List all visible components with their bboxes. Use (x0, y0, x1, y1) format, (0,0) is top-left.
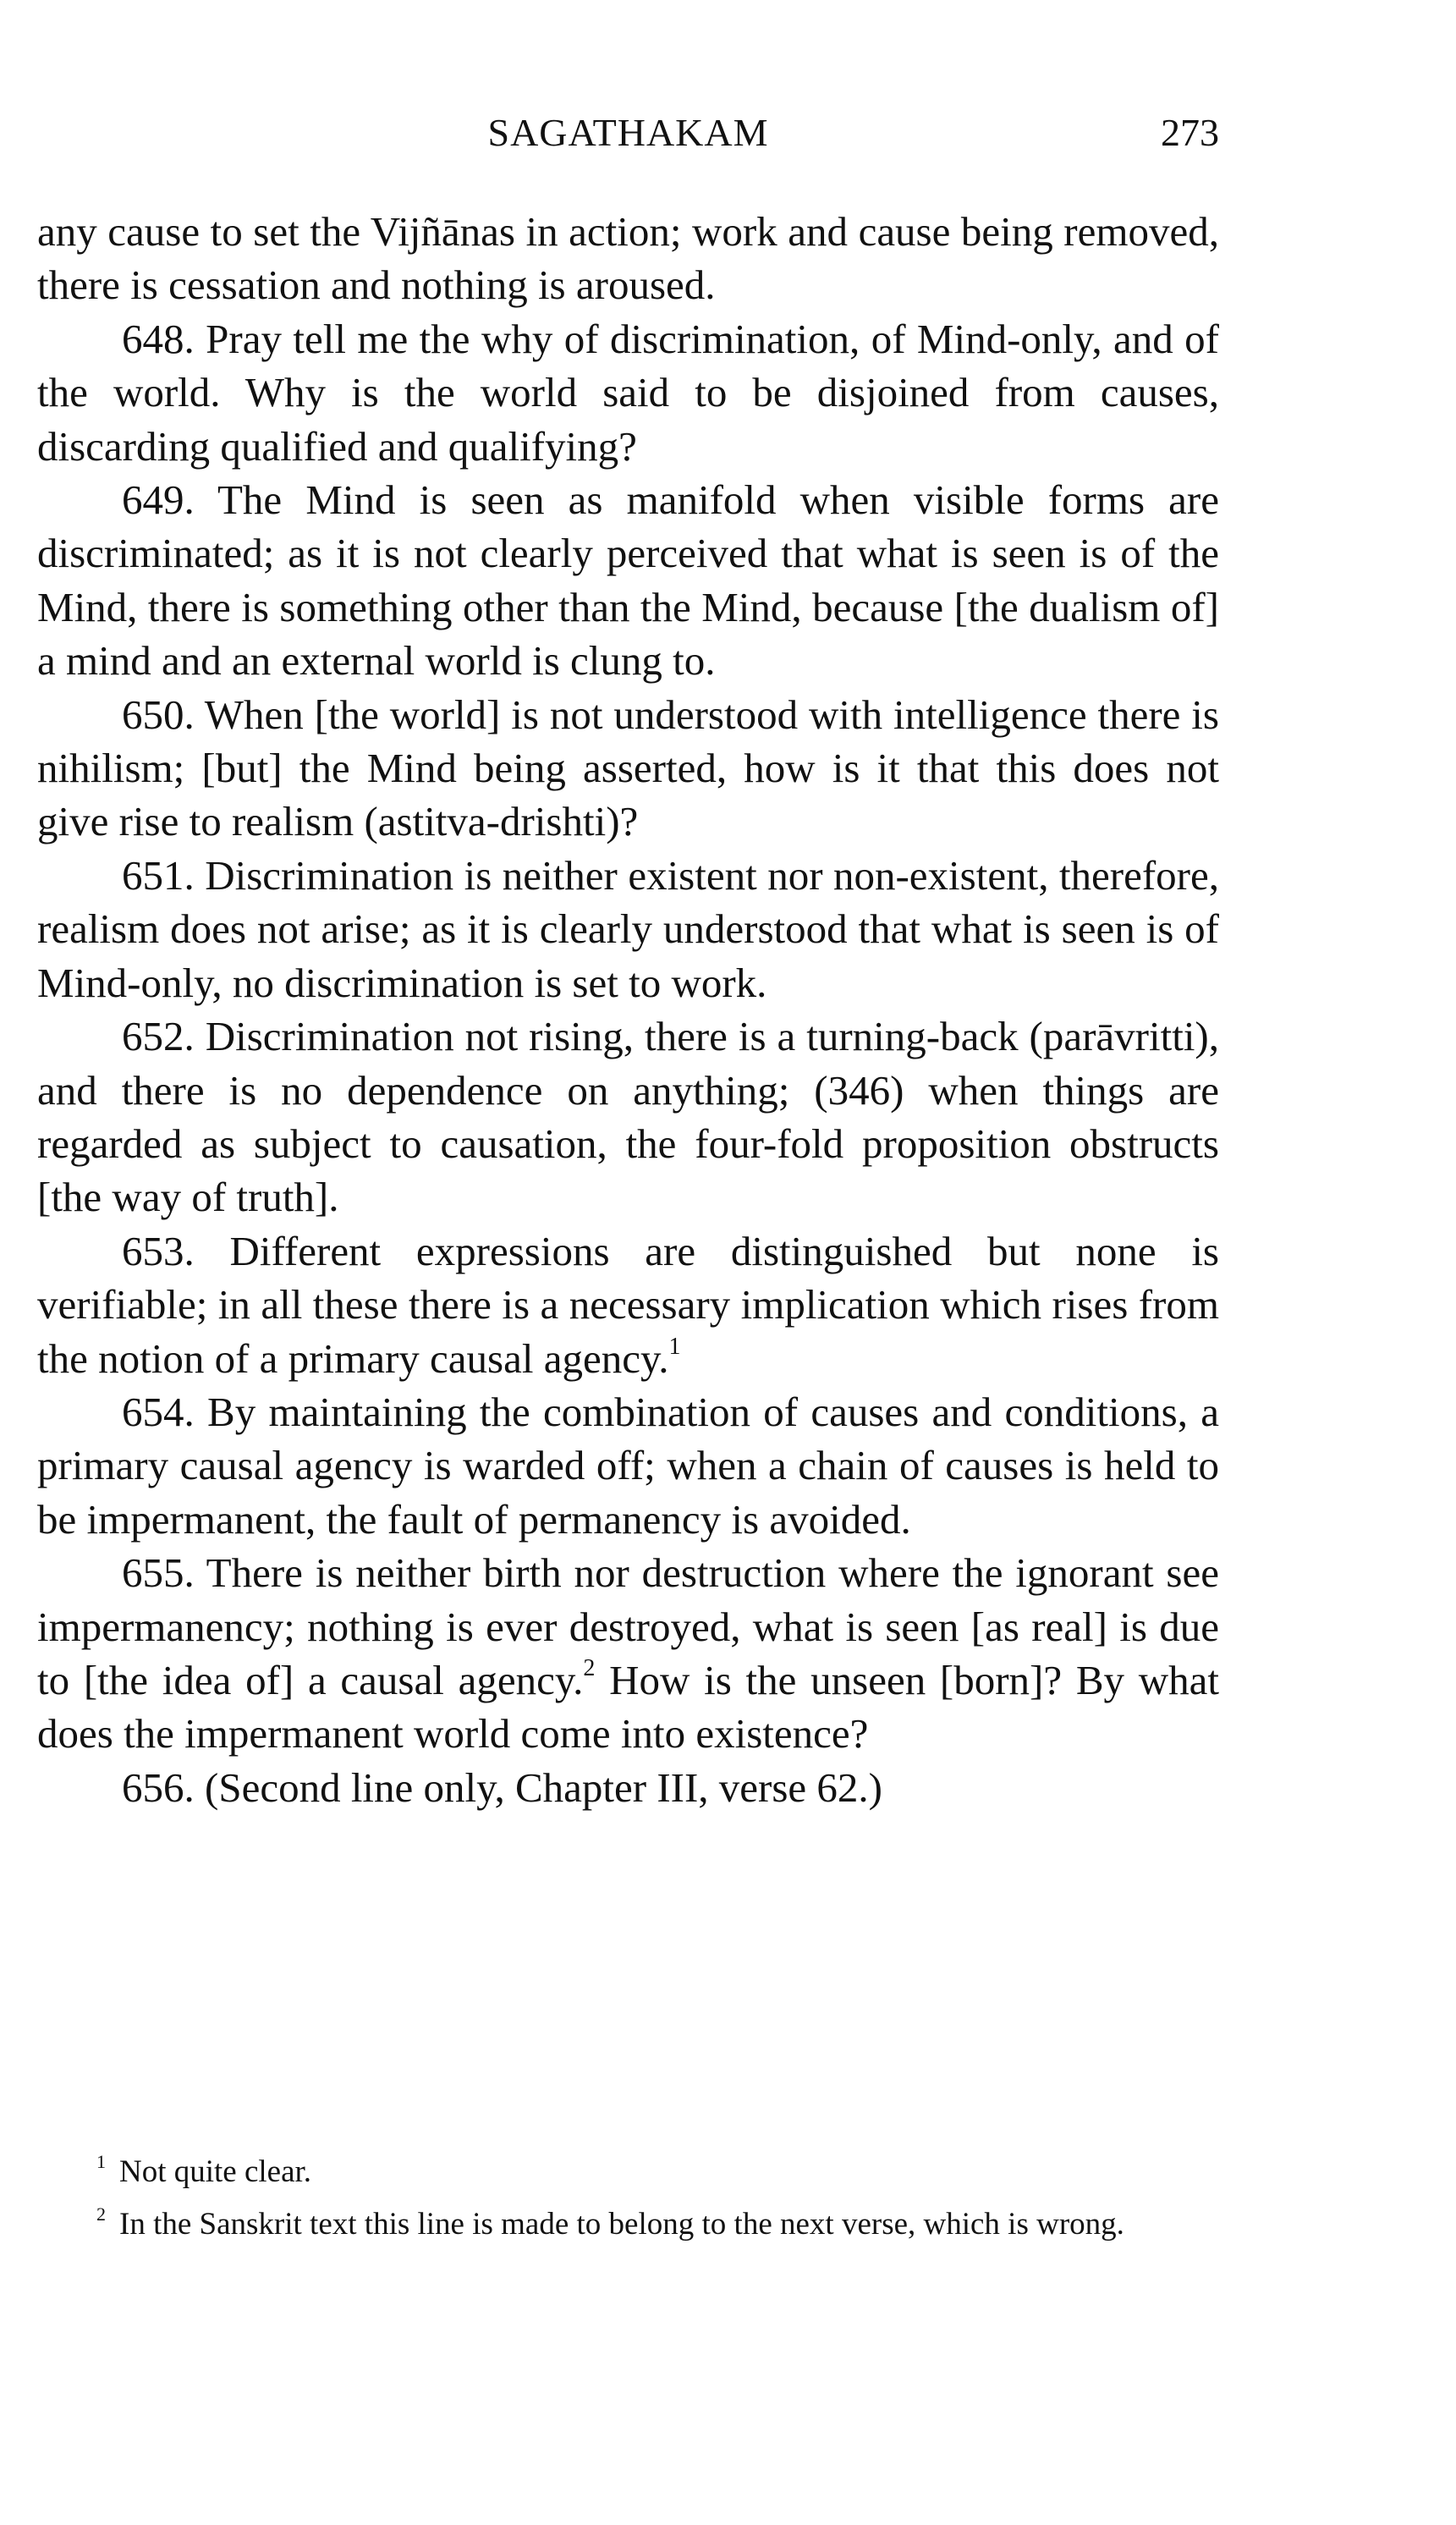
verse-655-text-a: 655. There is neither birth nor destruction where the ignorant see impermanency; nothing is ever destroyed, what is seen [as real] is due to [the idea of] a causal agency. (37, 1549, 1219, 1703)
verse-656: 656. (Second line only, Chapter III, verse 62.) (122, 1763, 882, 1811)
verse-651: 651. Discrimination is neither existent nor non-existent, therefore, realism does not arise; as it is clearly understood that what is seen is of Mind-only, no discrimination is set to work. (37, 851, 1219, 1006)
footnote-mark: 1 (96, 2151, 106, 2172)
page-header (37, 110, 1219, 161)
footnote-text: In the Sanskrit text this line is made to belong to the next verse, which is wrong. (119, 2207, 1124, 2242)
footnote-ref-1: 1 (668, 1333, 681, 1360)
verse-652: 652. Discrimination not rising, there is a turning-back (parāvritti), and there is no dependence on anything; (346) when things are regarded as subject to causation, the four-fold proposition obstructs [the way of truth]. (37, 1013, 1219, 1221)
verse-655-text-b: How is the unseen [born]? By what does the impermanent world come into existence? (37, 1656, 1220, 1758)
footnotes (37, 2141, 1219, 2246)
verse-649: 649. The Mind is seen as manifold when visible forms are discriminated; as it is not clearly perceived that what is seen is of the Mind, there is something other than the Mind, because [the dualism of] a mind and an external world is clung to. (37, 476, 1219, 685)
footnote-1 (37, 2141, 1219, 2193)
footnote-text: Not quite clear. (119, 2154, 312, 2189)
verse-655 (37, 1546, 1219, 1761)
running-title: SAGATHAKAM (487, 111, 769, 154)
verse-653 (37, 1224, 1219, 1385)
verse-654: 654. By maintaining the combination of causes and conditions, a primary causal agency is warded off; when a chain of causes is held to be impermanent, the fault of permanency is avoided. (37, 1388, 1219, 1543)
footnote-mark: 2 (96, 2203, 106, 2225)
footnote-2 (37, 2193, 1219, 2246)
main-text (37, 205, 1219, 1814)
page-number: 273 (1161, 111, 1219, 154)
verse-650: 650. When [the world] is not understood with intelligence there is nihilism; [but] the Mind being asserted, how is it that this does not give rise to realism (astitva-drishti)? (37, 690, 1219, 845)
verse-653-text: 653. Different expressions are distinguished but none is verifiable; in all these there is a necessary implication which rises from the notion of a primary causal agency. (37, 1227, 1219, 1382)
continued-paragraph: any cause to set the Vijñānas in action; work and cause being removed, there is cessation and nothing is aroused. (37, 208, 1219, 309)
verse-648: 648. Pray tell me the why of discrimination, of Mind-only, and of the world. Why is the world said to be disjoined from causes, discarding qualified and qualifying? (37, 315, 1219, 470)
footnote-ref-2: 2 (583, 1654, 596, 1681)
